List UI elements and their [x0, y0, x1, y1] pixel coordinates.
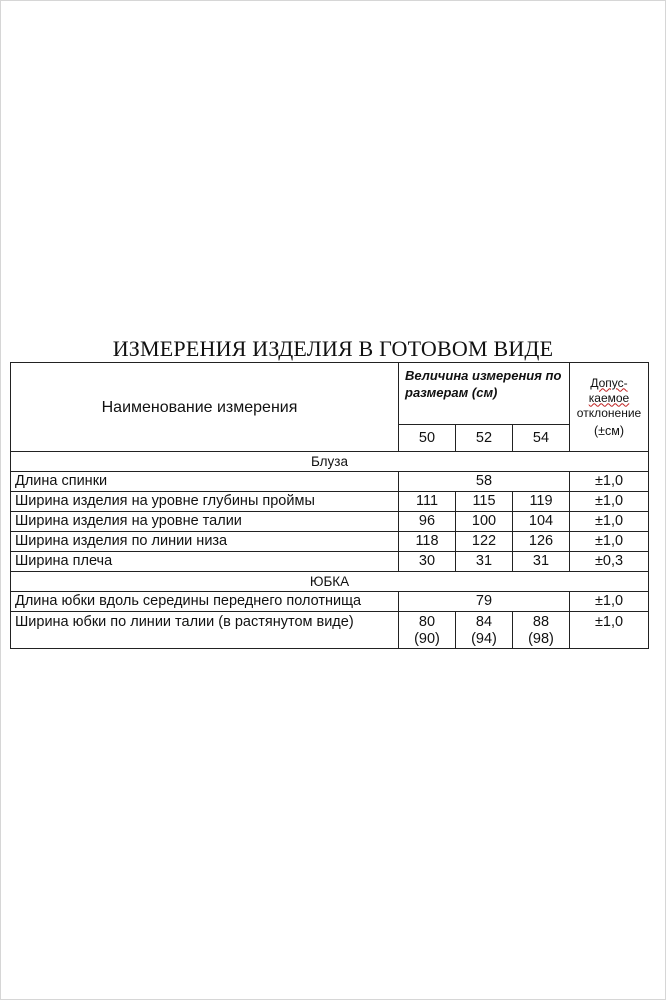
header-size-52: 52: [456, 425, 513, 452]
value-primary: 84: [475, 614, 493, 630]
measurement-value: 96: [399, 512, 456, 532]
tolerance-value: ±1,0: [570, 592, 649, 612]
header-tolerance-line1: Допус-: [590, 375, 628, 390]
measurement-value-merged: 58: [399, 472, 570, 492]
measurement-value: 104: [513, 512, 570, 532]
tolerance-value: ±0,3: [570, 552, 649, 572]
section-label-skirt: ЮБКА: [11, 572, 649, 592]
value-stretched: (94): [471, 631, 497, 647]
measurement-name: Ширина изделия на уровне глубины проймы: [11, 492, 399, 512]
measurement-value: 111: [399, 492, 456, 512]
table-row: [11, 592, 649, 612]
header-measurement-name: Наименование измерения: [11, 363, 399, 452]
measurement-value: [399, 612, 456, 649]
tolerance-value: ±1,0: [570, 472, 649, 492]
measurement-name: Длина спинки: [11, 472, 399, 492]
tolerance-value: ±1,0: [570, 532, 649, 552]
table-row: [11, 512, 649, 532]
table-row: [11, 492, 649, 512]
table-row: [11, 612, 649, 649]
measurements-table: [10, 362, 649, 649]
measurement-value: 30: [399, 552, 456, 572]
value-primary: 80: [418, 614, 436, 630]
section-label-blouse: Блуза: [11, 452, 649, 472]
measurement-value: 115: [456, 492, 513, 512]
measurement-value: 31: [513, 552, 570, 572]
measurement-value: 122: [456, 532, 513, 552]
header-tolerance-line4: (±см): [593, 423, 625, 438]
value-stretched: (90): [414, 631, 440, 647]
measurement-name: Длина юбки вдоль середины переднего полотнища: [11, 592, 399, 612]
header-tolerance: [570, 363, 649, 452]
header-size-54: 54: [513, 425, 570, 452]
measurement-value: 119: [513, 492, 570, 512]
value-primary: 88: [532, 614, 550, 630]
measurement-value: [456, 612, 513, 649]
measurement-value: 118: [399, 532, 456, 552]
measurement-name: Ширина изделия на уровне талии: [11, 512, 399, 532]
table-row: [11, 472, 649, 492]
tolerance-value: ±1,0: [570, 512, 649, 532]
measurement-value-merged: 79: [399, 592, 570, 612]
document-title: ИЗМЕРЕНИЯ ИЗДЕЛИЯ В ГОТОВОМ ВИДЕ: [112, 336, 554, 361]
value-stretched: (98): [528, 631, 554, 647]
measurement-value: 126: [513, 532, 570, 552]
measurement-value: 100: [456, 512, 513, 532]
measurement-value: [513, 612, 570, 649]
tolerance-value: ±1,0: [570, 492, 649, 512]
tolerance-value: ±1,0: [570, 612, 649, 649]
measurement-value: 31: [456, 552, 513, 572]
header-tolerance-line2: каемое: [588, 390, 630, 405]
table-row: [11, 532, 649, 552]
measurement-name: Ширина изделия по линии низа: [11, 532, 399, 552]
measurement-name: Ширина плеча: [11, 552, 399, 572]
header-size-group: Величина измерения по размерам (см): [399, 363, 570, 425]
header-size-50: 50: [399, 425, 456, 452]
measurement-name: Ширина юбки по линии талии (в растянутом виде): [11, 612, 399, 649]
header-tolerance-line3: отклонение: [576, 405, 642, 420]
table-row: [11, 552, 649, 572]
